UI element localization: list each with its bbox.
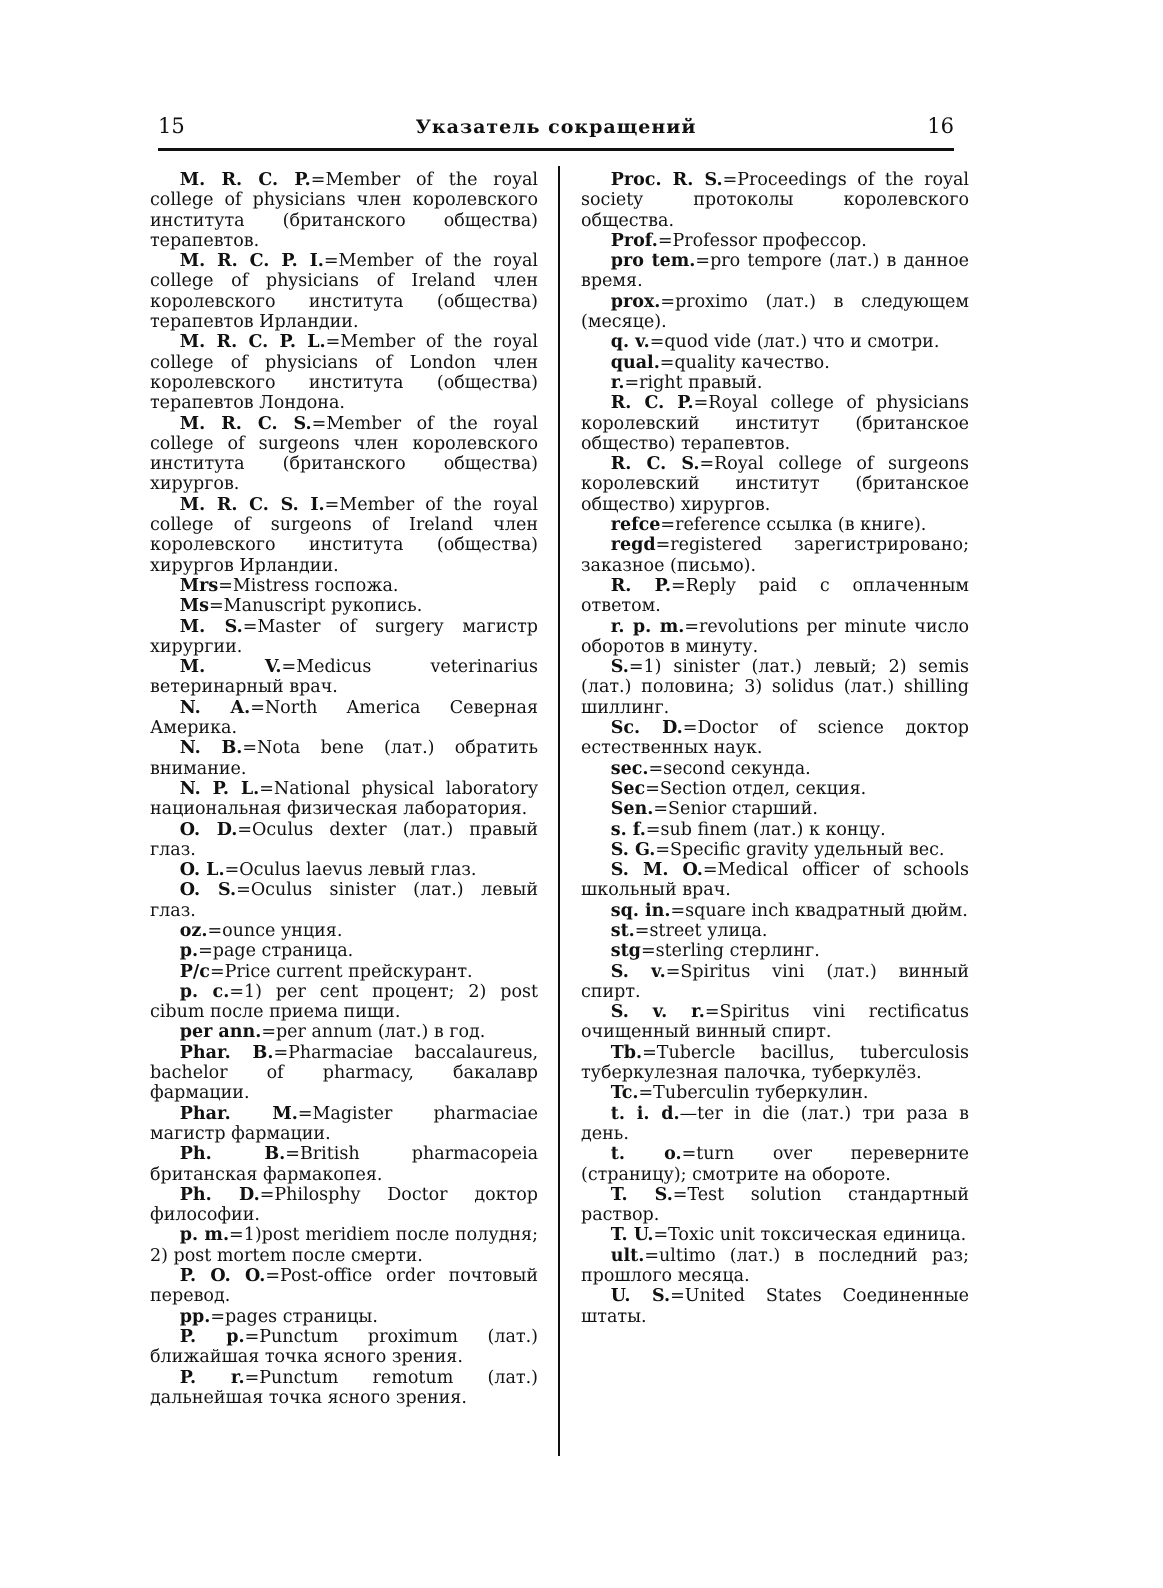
abbreviation-term: T. U. [610,1225,654,1246]
abbreviation-term: U. S. [610,1286,671,1307]
abbreviation-definition: =Magister pharmaciae магистр фармации. [150,1103,538,1144]
abbreviation-entry [150,1185,538,1226]
abbreviation-term: p. [179,941,199,962]
abbreviation-entry [581,941,969,961]
abbreviation-definition: =1) sinister (лат.) левый; 2) semis (лат.) половина; 3) solidus (лат.) shilling шиллинг. [581,657,969,718]
abbreviation-definition: =British pharmacopeia британская фармакопея. [150,1144,539,1185]
abbreviation-entry [581,1286,969,1327]
abbreviation-term: M. R. C. S. I. [179,494,325,515]
abbreviation-definition: =1) per cent процент; 2) post cibum после приема пищи. [150,981,539,1023]
abbreviation-entry [581,860,969,901]
abbreviation-entry [150,170,538,251]
abbreviation-term: M. R. C. P. [179,170,311,190]
abbreviation-term: M. R. C. S. [179,413,312,434]
abbreviation-definition: =Royal college of physicians королевский институт (британское общество) терапевтов. [581,393,970,454]
abbreviation-entry [581,231,969,251]
abbreviation-term: M. V. [179,657,282,678]
abbreviation-entry [581,353,969,373]
abbreviation-term: R. P. [610,575,672,596]
abbreviation-definition: =Professor профессор. [657,230,867,251]
abbreviation-term: pro tem. [610,251,696,272]
page-header [158,114,954,151]
abbreviation-term: N. A. [179,697,251,718]
abbreviation-definition: =pages страницы. [210,1306,378,1327]
abbreviation-term: qual. [610,352,660,373]
abbreviation-term: N. B. [179,738,243,759]
abbreviation-definition: =Royal college of surgeons королевский институт (британское общество) хирургов. [581,454,969,515]
abbreviation-definition: =quality качество. [659,352,830,373]
abbreviation-term: Sec [610,778,646,799]
abbreviation-definition: =National physical laboratory национальная физическая лаборатория. [150,778,538,820]
abbreviation-entry [581,799,969,819]
abbreviation-definition: =Oculus sinister (лат.) левый глаз. [150,880,538,921]
abbreviation-term: S. v. r. [610,1002,705,1023]
abbreviation-entry [150,1022,538,1042]
abbreviation-term: stg [610,941,641,962]
abbreviation-definition: =Spiritus vini (лат.) винный спирт. [581,961,970,1002]
abbreviation-entry [581,840,969,860]
abbreviation-term: O. L. [179,860,225,881]
abbreviation-entry [150,596,538,616]
abbreviation-term: S. G. [610,839,656,860]
abbreviation-entry [150,941,538,961]
abbreviation-term: R. C. P. [610,393,694,414]
abbreviation-definition: =ultimo (лат.) в последний раз; прошлого месяца. [581,1245,969,1287]
abbreviation-term: Mrs [179,575,219,596]
abbreviation-entry [150,414,538,495]
abbreviation-term: s. f. [610,819,646,840]
abbreviation-term: S. [610,657,629,678]
abbreviation-term: pp. [179,1306,211,1327]
abbreviation-entry [581,292,969,333]
abbreviation-term: p. m. [179,1225,230,1246]
abbreviation-entry [581,576,969,617]
left-column [150,170,538,1408]
abbreviation-term: Phar. M. [179,1103,298,1124]
abbreviation-term: Tb. [610,1042,643,1063]
abbreviation-entry [150,617,538,658]
abbreviation-entry [150,576,538,596]
abbreviation-entry [581,1246,969,1287]
abbreviation-definition: =sterling стерлинг. [640,941,820,962]
abbreviation-entry [581,820,969,840]
abbreviation-entry [150,1104,538,1145]
abbreviation-term: r. [610,372,625,393]
abbreviation-term: q. v. [610,332,650,353]
abbreviation-definition: =Price current прейскурант. [209,961,473,982]
abbreviation-term: ult. [610,1245,645,1266]
abbreviation-entry [581,759,969,779]
abbreviation-entry [150,698,538,739]
abbreviation-term: regd [610,535,656,556]
abbreviation-definition: =second секунда. [648,758,811,779]
abbreviation-entry [581,373,969,393]
abbreviation-entry [150,1368,538,1409]
abbreviation-definition: =square inch квадратный дюйм. [670,900,968,921]
abbreviation-definition: =revolutions per minute число оборотов в минуту. [581,616,969,657]
abbreviation-definition: =Test solution стандартный раствор. [581,1184,969,1226]
abbreviation-entry [581,393,969,454]
abbreviation-entry [581,657,969,718]
abbreviation-definition: =Oculus laevus левый глаз. [224,860,477,881]
abbreviation-entry [581,1144,969,1185]
abbreviation-term: t. i. d. [610,1103,680,1124]
abbreviation-entry [150,1327,538,1368]
abbreviation-term: P. O. O. [179,1266,266,1287]
abbreviation-definition: =pro tempore (лат.) в данное время. [581,251,969,292]
abbreviation-term: refce [610,515,661,536]
abbreviation-definition: =North America Северная Америка. [150,697,539,739]
abbreviation-entry [581,251,969,292]
abbreviation-term: t. o. [610,1144,682,1165]
abbreviation-definition: =turn over переверните (страницу); смотрите на обороте. [581,1144,969,1185]
abbreviation-definition: =registered зарегистрировано; заказное (письмо). [581,535,969,576]
abbreviation-definition: =Punctum proximum (лат.) ближайшая точка ясного зрения. [150,1326,538,1368]
abbreviation-entry [150,332,538,413]
abbreviation-entry [581,332,969,352]
abbreviation-entry [581,454,969,515]
running-title: Указатель сокращений [415,116,697,138]
abbreviation-definition: =Medicus veterinarius ветеринарный врач. [150,657,538,698]
column-divider [558,166,560,1456]
abbreviation-definition: =Spiritus vini rectificatus очищенный винный спирт. [581,1002,969,1043]
abbreviation-entry [150,1266,538,1307]
abbreviation-definition: =Section отдел, секция. [645,778,867,799]
abbreviation-term: Proc. R. S. [610,170,723,190]
abbreviation-definition: =Tuberculin туберкулин. [638,1083,869,1104]
abbreviation-definition: =right правый. [624,372,763,393]
abbreviation-term: P/c [179,961,210,982]
abbreviation-term: oz. [179,920,208,941]
abbreviation-term: Sen. [610,799,654,820]
abbreviation-entry [150,921,538,941]
abbreviation-definition: =Master of surgery магистр хирургии. [150,616,538,657]
abbreviation-entry [581,901,969,921]
page-number-right: 16 [927,114,954,138]
abbreviation-term: M. S. [179,616,243,637]
abbreviation-term: prox. [610,291,661,312]
abbreviation-entry [150,495,538,576]
abbreviation-term: Sc. D. [610,718,683,739]
abbreviation-entry [150,657,538,698]
abbreviation-entry [150,1225,538,1266]
abbreviation-term: S. v. [610,961,666,982]
abbreviation-term: T. S. [610,1184,673,1205]
abbreviation-term: Ph. B. [179,1144,286,1165]
abbreviation-definition: =quod vide (лат.) что и смотри. [649,332,940,353]
abbreviation-entry [581,1225,969,1245]
abbreviation-definition: =Post-office order почтовый перевод. [150,1266,538,1307]
abbreviation-definition: =Reply paid с оплаченным ответом. [581,575,969,617]
abbreviation-entry [581,515,969,535]
abbreviation-definition: =Pharmaciae baccalaureus, bachelor of pharmacy, бакалавр фармации. [150,1042,539,1104]
abbreviation-entry [150,820,538,861]
abbreviation-definition: =Medical officer of schools школьный врач. [581,860,970,901]
abbreviation-term: p. c. [179,981,230,1002]
abbreviation-definition: =per annum (лат.) в год. [261,1022,486,1043]
abbreviation-definition: =Senior старший. [653,799,818,820]
abbreviation-term: N. P. L. [179,778,260,799]
abbreviation-definition: =Nota bene (лат.) обратить внимание. [150,738,539,779]
abbreviation-entry [150,1043,538,1104]
abbreviation-entry [581,1104,969,1145]
abbreviation-entry [150,779,538,820]
abbreviation-entry [581,779,969,799]
abbreviation-entry [581,921,969,941]
abbreviation-definition: =Specific gravity удельный вес. [655,839,945,860]
abbreviation-term: Prof. [610,230,658,251]
abbreviation-term: Ph. D. [179,1184,260,1205]
abbreviation-term: P. r. [179,1367,245,1388]
abbreviation-entry [581,962,969,1003]
abbreviation-definition: =United States Соединенные штаты. [581,1286,969,1327]
abbreviation-term: M. R. C. P. I. [179,251,324,272]
abbreviation-term: O. D. [179,819,238,840]
abbreviation-entry [581,1002,969,1043]
abbreviation-definition: =page страница. [198,941,354,962]
abbreviation-definition: —ter in die (лат.) три раза в день. [581,1103,969,1144]
abbreviation-term: st. [610,920,635,941]
abbreviation-definition: =Toxic unit токсическая единица. [653,1225,967,1246]
abbreviation-entry [581,1185,969,1226]
abbreviation-term: O. S. [179,880,237,901]
abbreviation-entry [150,1307,538,1327]
abbreviation-entry [150,880,538,921]
abbreviation-definition: =reference ссылка (в книге). [660,515,927,536]
abbreviation-term: Ms [179,596,209,617]
abbreviation-term: sq. in. [610,900,671,921]
abbreviation-entry [150,1144,538,1185]
abbreviation-entry [581,170,969,231]
abbreviation-definition: =street улица. [634,920,768,941]
abbreviation-entry [150,982,538,1023]
abbreviation-definition: =Member of the royal college of physicians член королевского института (британского общества) терапевтов. [150,170,538,251]
abbreviation-term: Phar. B. [179,1042,274,1063]
abbreviation-definition: =Member of the royal college of physicians of Ireland член королевского института (общества) терапевтов Ирландии. [150,251,538,333]
right-column [581,170,969,1327]
abbreviation-definition: =Proceedings of the royal society протоколы королевского общества. [581,170,969,231]
abbreviation-entry [581,617,969,658]
abbreviation-definition: =Member of the royal college of physicians of London член королевского института (общества) терапевтов Лондона. [150,332,538,414]
abbreviation-definition: =1)post meridiem после полудня; 2) post mortem после смерти. [150,1225,538,1266]
abbreviation-term: sec. [610,758,649,779]
abbreviation-definition: =Member of the royal college of surgeons член королевского института (британского общества) хирургов. [150,413,538,495]
abbreviation-definition: =Doctor of science доктор естественных наук. [581,718,969,759]
abbreviation-definition: =Philosphy Doctor доктор философии. [150,1184,538,1226]
abbreviation-definition: =ounce унция. [207,920,343,941]
abbreviation-entry [150,738,538,779]
abbreviation-term: r. p. m. [610,616,685,637]
abbreviation-definition: =Punctum remotum (лат.) дальнейшая точка ясного зрения. [150,1367,538,1408]
abbreviation-definition: =proximo (лат.) в следующем (месяце). [581,291,969,333]
abbreviation-definition: =Oculus dexter (лат.) правый глаз. [150,819,538,860]
abbreviation-definition: =Tubercle bacillus, tuberculosis туберкулезная палочка, туберкулёз. [581,1042,969,1084]
abbreviation-definition: =sub finem (лат.) к концу. [645,819,886,840]
page-number-left: 15 [158,114,185,138]
abbreviation-term: M. R. C. P. L. [179,332,326,353]
abbreviation-term: R. C. S. [610,454,700,475]
abbreviation-term: P. p. [179,1326,245,1347]
abbreviation-entry [150,860,538,880]
abbreviation-term: per ann. [179,1022,262,1043]
abbreviation-entry [581,1043,969,1084]
abbreviation-entry [581,1083,969,1103]
abbreviation-term: Tc. [610,1083,639,1104]
abbreviation-definition: =Mistress госпожа. [218,575,399,596]
abbreviation-definition: =Member of the royal college of surgeons of Ireland член королевского института (общества) хирургов Ирландии. [150,494,538,576]
abbreviation-entry [150,251,538,332]
abbreviation-definition: =Manuscript рукопись. [208,596,423,617]
abbreviation-entry [581,718,969,759]
abbreviation-entry [150,962,538,982]
abbreviation-term: S. M. O. [610,860,703,881]
abbreviation-entry [581,535,969,576]
